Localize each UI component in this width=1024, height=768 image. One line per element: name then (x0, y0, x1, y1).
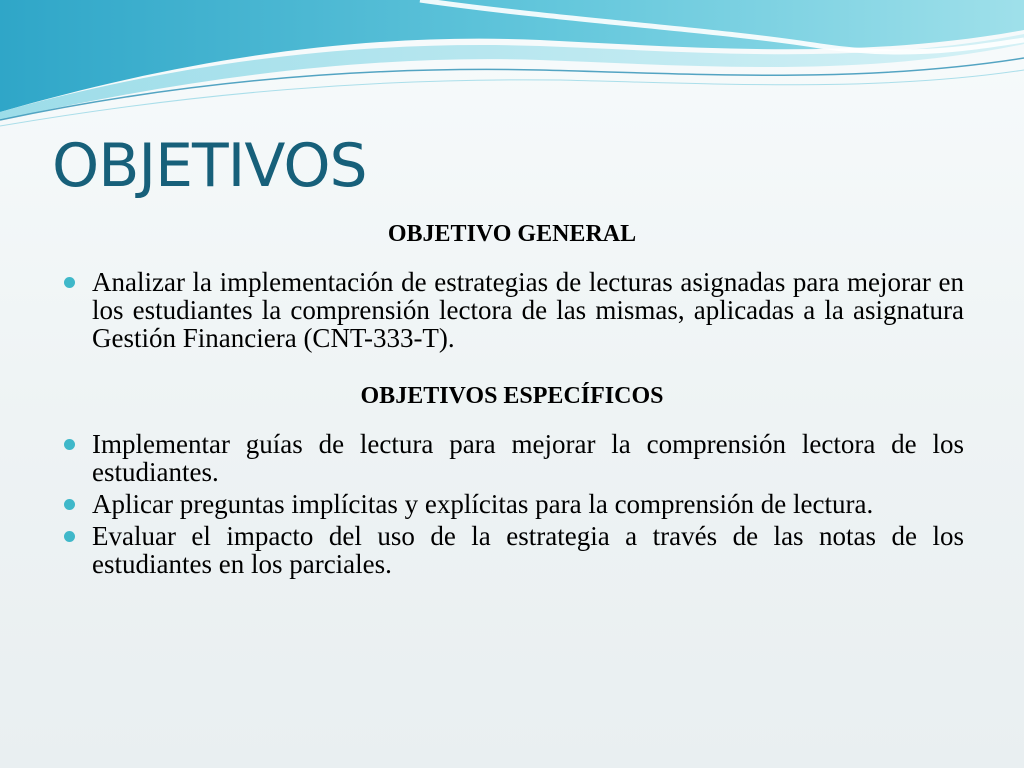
list-item-text: Analizar la implementación de estrategias de lecturas asignadas para mejorar en los estudiantes la comprensión lectora de las mismas, aplicadas a la asignatura Gestión Financiera (CNT-333-T). (92, 267, 964, 353)
list-item (60, 490, 964, 518)
slide-content (60, 216, 964, 582)
specific-objectives-list (60, 430, 964, 578)
general-objective-list (60, 268, 964, 352)
header-wave-decoration (0, 0, 1024, 130)
bullet-dot-icon (64, 277, 75, 288)
list-item-text: Aplicar preguntas implícitas y explícitas para la comprensión de lectura. (92, 489, 874, 519)
bullet-dot-icon (64, 439, 75, 450)
list-item (60, 268, 964, 352)
general-objective-heading: OBJETIVO GENERAL (387, 221, 637, 247)
list-item-text: Evaluar el impacto del uso de la estrategia a través de las notas de los estudiantes en los parciales. (92, 521, 964, 579)
bullet-dot-icon (64, 499, 75, 510)
bullet-dot-icon (64, 531, 75, 542)
list-item (60, 430, 964, 486)
list-item-text: Implementar guías de lectura para mejorar la comprensión lectora de los estudiantes. (92, 429, 964, 487)
slide-title: OBJETIVOS (52, 131, 367, 201)
list-item (60, 522, 964, 578)
specific-objectives-heading: OBJETIVOS ESPECÍFICOS (360, 383, 664, 409)
